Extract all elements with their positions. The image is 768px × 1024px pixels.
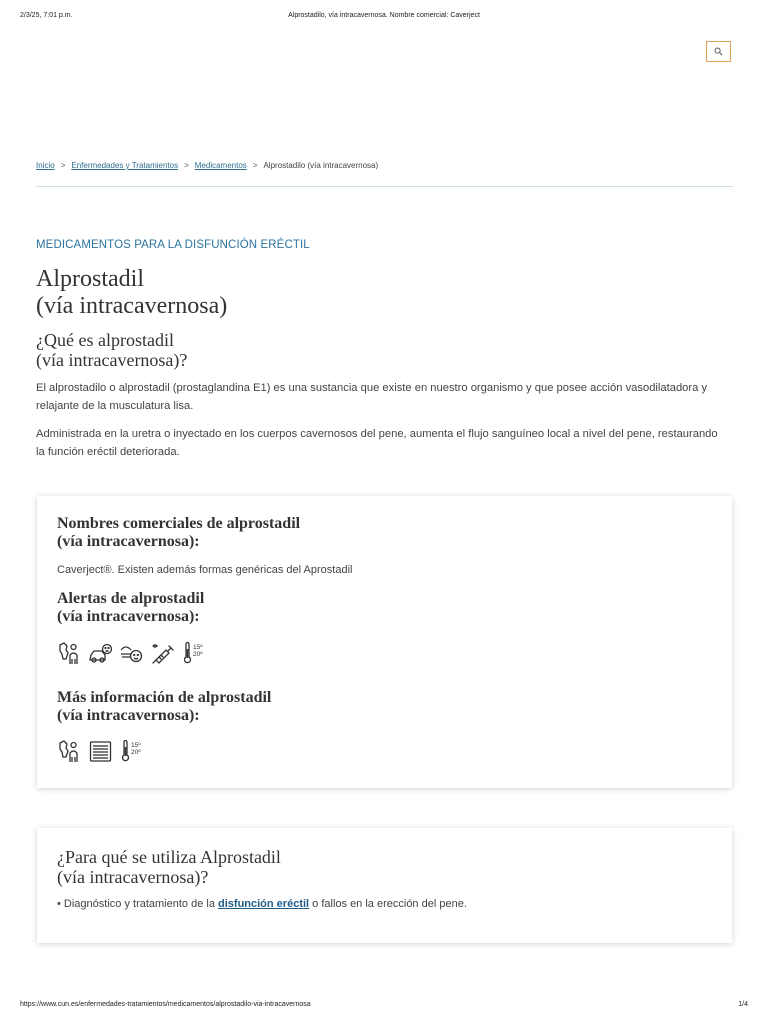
uses-heading-line2: (vía intracavernosa)? [57, 867, 209, 887]
category-label: MEDICAMENTOS PARA LA DISFUNCIÓN ERÉCTIL [36, 239, 310, 251]
what-is-paragraph-2: Administrada en la uretra o inyectado en los cuerpos cavernosos del pene, aumenta el flujo sanguíneo local a nivel del pene, restaurando la función eréctil deteriorada. [36, 428, 718, 458]
bullet-dot: • [57, 898, 61, 910]
breadcrumb-medicamentos[interactable]: Medicamentos [194, 161, 247, 170]
food-alcohol-icon[interactable] [119, 641, 144, 666]
brand-names-heading-line1: Nombres comerciales de alprostadil [57, 515, 301, 532]
page-title-line1: Alprostadil [36, 266, 144, 292]
print-date: 2/3/25, 7:01 p.m. [20, 12, 73, 19]
breadcrumb-current: Alprostadilo (vía intracavernosa) [263, 161, 379, 170]
alert-icons [57, 641, 206, 666]
temp-high-label: 15º [131, 742, 141, 749]
breadcrumb-enfermedades[interactable]: Enfermedades y Tratamientos [71, 161, 179, 170]
brand-names-heading-line2: (vía intracavernosa): [57, 533, 200, 550]
what-is-heading [36, 330, 636, 370]
driving-alert-icon[interactable] [88, 641, 113, 666]
print-url: https://www.cun.es/enfermedades-tratamientos/medicamentos/alprostadilo-via-intracavernosa [20, 1001, 311, 1008]
print-header [0, 10, 768, 24]
bullet-prefix: Diagnóstico y tratamiento de la [63, 898, 215, 910]
pregnancy-breastfeeding-icon[interactable] [57, 739, 82, 764]
thermometer-storage-icon[interactable] [181, 641, 206, 666]
page-number: 1/4 [738, 1001, 748, 1008]
breadcrumb-separator: > [252, 161, 258, 170]
injection-icon[interactable] [150, 641, 175, 666]
page-title [36, 266, 636, 320]
divider [36, 186, 733, 187]
what-is-heading-line1: ¿Qué es alprostadil [36, 330, 174, 350]
list-item [57, 898, 467, 910]
more-info-heading-line2: (vía intracavernosa): [57, 707, 200, 724]
search-icon [714, 47, 723, 56]
breadcrumb-separator: > [60, 161, 66, 170]
uses-card [37, 828, 732, 943]
more-info-heading [57, 689, 657, 725]
alerts-heading-line1: Alertas de alprostadil [57, 590, 205, 607]
info-card [37, 496, 732, 788]
more-info-icons [57, 739, 144, 764]
brand-names-heading [57, 515, 657, 551]
print-footer [0, 1001, 768, 1013]
what-is-paragraph-1: El alprostadilo o alprostadil (prostaglandina E1) es una sustancia que existe en nuestro organismo y que posee acción vasodilatadora y relajante de la musculatura lisa. [36, 382, 708, 412]
bullet-suffix: o fallos en la erección del pene. [312, 898, 467, 910]
uses-heading [57, 847, 657, 887]
print-title: Alprostadilo, vía intracavernosa. Nombre comercial: Caverject [288, 12, 480, 19]
alerts-heading-line2: (vía intracavernosa): [57, 608, 200, 625]
more-info-heading-line1: Más información de alprostadil [57, 689, 272, 706]
temp-low-label: 20º [131, 749, 141, 756]
breadcrumb [36, 161, 378, 170]
brand-names-text: Caverject®. Existen además formas genéricas del Aprostadil [57, 564, 353, 576]
alerts-heading [57, 590, 657, 626]
breadcrumb-separator: > [184, 161, 189, 170]
temp-high-label: 15º [193, 644, 203, 651]
pregnancy-breastfeeding-icon[interactable] [57, 641, 82, 666]
search-button[interactable] [706, 41, 731, 62]
temp-low-label: 20º [193, 651, 203, 658]
breadcrumb-inicio[interactable]: Inicio [36, 161, 55, 170]
thermometer-storage-icon[interactable] [119, 739, 144, 764]
what-is-heading-line2: (vía intracavernosa)? [36, 350, 188, 370]
disfuncion-erectil-link[interactable]: disfunción eréctil [218, 898, 310, 910]
uses-heading-line1: ¿Para qué se utiliza Alprostadil [57, 847, 281, 867]
page-title-line2: (vía intracavernosa) [36, 293, 228, 319]
prescription-form-icon[interactable] [88, 739, 113, 764]
